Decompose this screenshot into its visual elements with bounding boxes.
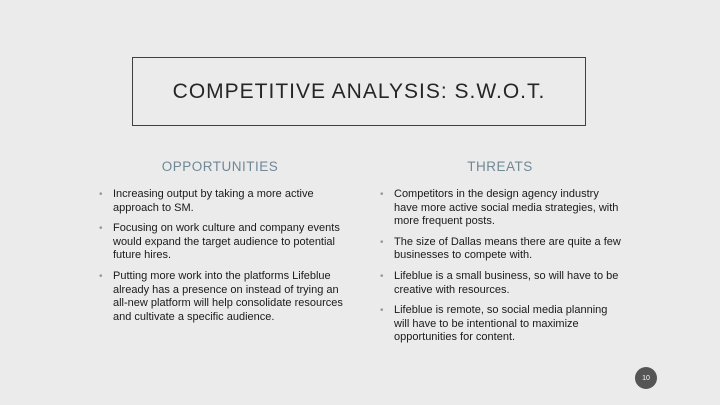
bullet-icon: • [380, 305, 384, 317]
list-item [98, 270, 348, 324]
threats-heading: THREATS [467, 159, 533, 174]
list-item-text: Putting more work into the platforms Lifeblue already has a presence on instead of trying an all-new platform will help consolidate resources and cultivate a specific audience. [113, 269, 343, 323]
list-item [379, 304, 624, 345]
list-item-text: Increasing output by taking a more active approach to SM. [113, 188, 314, 214]
list-item [379, 270, 624, 297]
opportunities-list [98, 188, 348, 331]
list-item-text: Competitors in the design agency industry have more active social media strategies, with more frequent posts. [394, 188, 619, 228]
list-item-text: Focusing on work culture and company events would expand the target audience to potential future hires. [113, 222, 340, 262]
list-item [379, 188, 624, 229]
bullet-icon: • [99, 223, 103, 235]
bullet-icon: • [99, 270, 103, 282]
slide-title: COMPETITIVE ANALYSIS: S.W.O.T. [172, 79, 546, 103]
list-item [98, 188, 348, 215]
bullet-icon: • [99, 189, 103, 200]
list-item-text: Lifeblue is remote, so social media planning will have to be intentional to maximize opportunities for content. [394, 304, 608, 344]
bullet-icon: • [380, 189, 384, 200]
bullet-icon: • [380, 270, 384, 282]
list-item-text: The size of Dallas means there are quite a few businesses to compete with. [394, 235, 621, 262]
title-box [132, 57, 586, 126]
list-item [98, 222, 348, 263]
threats-list [379, 188, 624, 352]
list-item [379, 236, 624, 263]
list-item-text: Lifeblue is a small business, so will have to be creative with resources. [394, 269, 619, 296]
page-number-badge: 10 [635, 367, 657, 389]
opportunities-heading: OPPORTUNITIES [161, 159, 279, 174]
bullet-icon: • [380, 236, 384, 248]
